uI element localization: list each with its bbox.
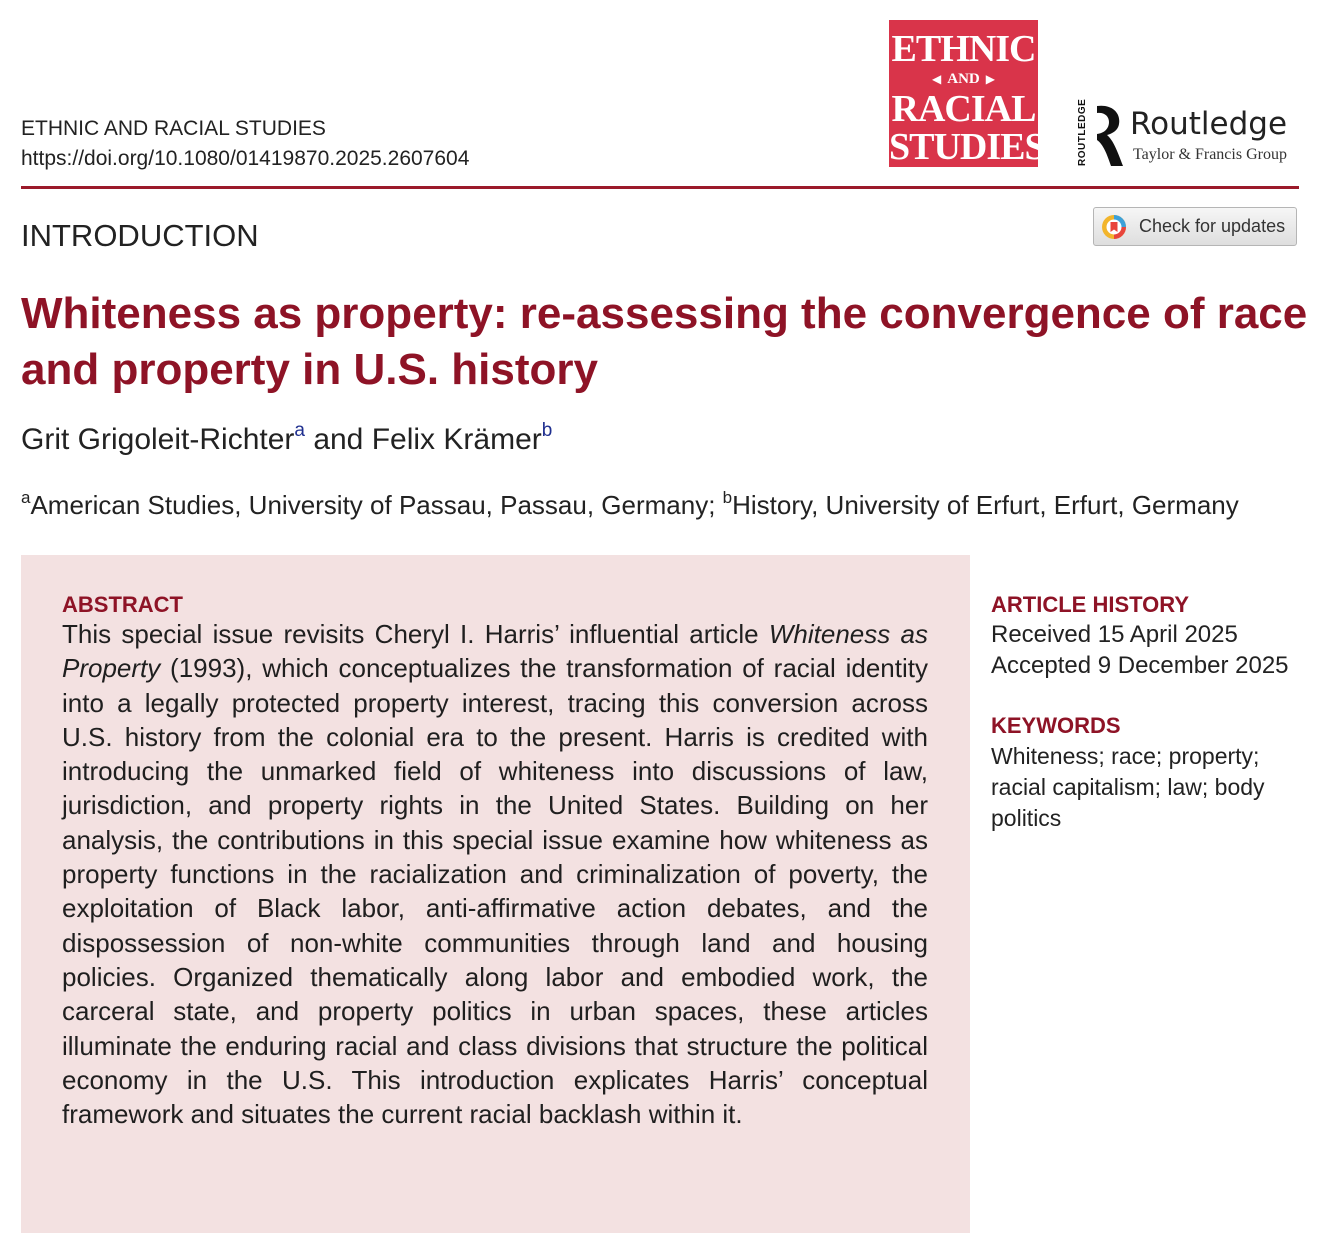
triangle-left-icon: ◀ <box>932 72 942 86</box>
routledge-head-icon <box>1091 104 1125 168</box>
affiliation-text: History, University of Erfurt, Erfurt, Germany <box>732 490 1239 520</box>
logo-line-and: ◀ AND ▶ <box>932 71 995 87</box>
abstract-text: This special issue revisits Cheryl I. Harris’ influential article Whiteness as Property (1993), which conceptualizes the transformation of racial identity into a legally protected property interest, tracing this conversion across U.S. history from the colonial era to the present. Harris is credited with introducing the unmarked field of whiteness into discussions of law, jurisdiction, and property rights in the United States. Building on her analysis, the contributions in this special issue examine how whiteness as property functions in the racialization and criminalization of poverty, the exploitation of Black labor, anti-affirmative action debates, and the dispossession of non-white communities through land and housing policies. Organized thematically along labor and embodied work, the carceral state, and property politics in urban spaces, these articles illuminate the enduring racial and class divisions that structure the political economy in the U.S. This introduction explicates Harris’ conceptual framework and situates the current racial backlash within it. <box>62 619 928 1130</box>
logo-line-racial: RACIAL <box>891 88 1036 130</box>
publisher-side-text: ROUTLEDGE <box>1077 98 1088 166</box>
accepted-date: Accepted 9 December 2025 <box>991 652 1289 679</box>
triangle-right-icon: ▶ <box>985 72 995 86</box>
abstract-heading: ABSTRACT <box>62 592 183 617</box>
publisher-logo <box>1077 98 1307 170</box>
journal-name: ETHNIC AND RACIAL STUDIES <box>21 117 326 140</box>
publisher-group: Taylor & Francis Group <box>1133 146 1287 163</box>
abstract-panel <box>21 555 970 1233</box>
logo-line-studies: STUDIES <box>889 126 1045 168</box>
article-title: Whiteness as property: re-assessing the convergence of race and property in U.S. history <box>21 289 1308 394</box>
keywords-heading: KEYWORDS <box>991 713 1121 738</box>
article-history <box>991 619 1289 681</box>
journal-info <box>21 114 469 174</box>
author-list <box>21 420 552 460</box>
article-history-heading: ARTICLE HISTORY <box>991 592 1190 617</box>
section-label: INTRODUCTION <box>21 218 259 253</box>
affiliation-mark[interactable]: b <box>541 420 553 441</box>
check-for-updates-label: Check for updates <box>1139 216 1286 236</box>
journal-logo <box>889 20 1045 168</box>
doi-link[interactable]: https://doi.org/10.1080/01419870.2025.2607604 <box>21 147 470 170</box>
cited-work-title: Whiteness as Property <box>62 619 928 684</box>
affiliations <box>21 487 1239 523</box>
affiliation-mark[interactable]: a <box>294 420 305 441</box>
check-for-updates-button[interactable] <box>1093 207 1297 246</box>
keywords-list: Whiteness; race; property; racial capitalism; law; body politics <box>991 743 1265 831</box>
received-date: Received 15 April 2025 <box>991 621 1238 648</box>
affiliation-text: American Studies, University of Passau, Passau, Germany; <box>30 490 723 520</box>
author-name[interactable]: Felix Krämer <box>371 423 542 456</box>
author-joiner: and <box>313 423 364 456</box>
logo-line-ethnic: ETHNIC <box>891 28 1036 70</box>
affiliation-mark: b <box>722 488 733 507</box>
header-divider <box>21 186 1299 189</box>
crossmark-icon <box>1101 214 1127 240</box>
affiliation-mark: a <box>21 488 31 507</box>
author-name[interactable]: Grit Grigoleit-Richter <box>21 423 295 456</box>
publisher-name: Routledge <box>1130 106 1288 142</box>
